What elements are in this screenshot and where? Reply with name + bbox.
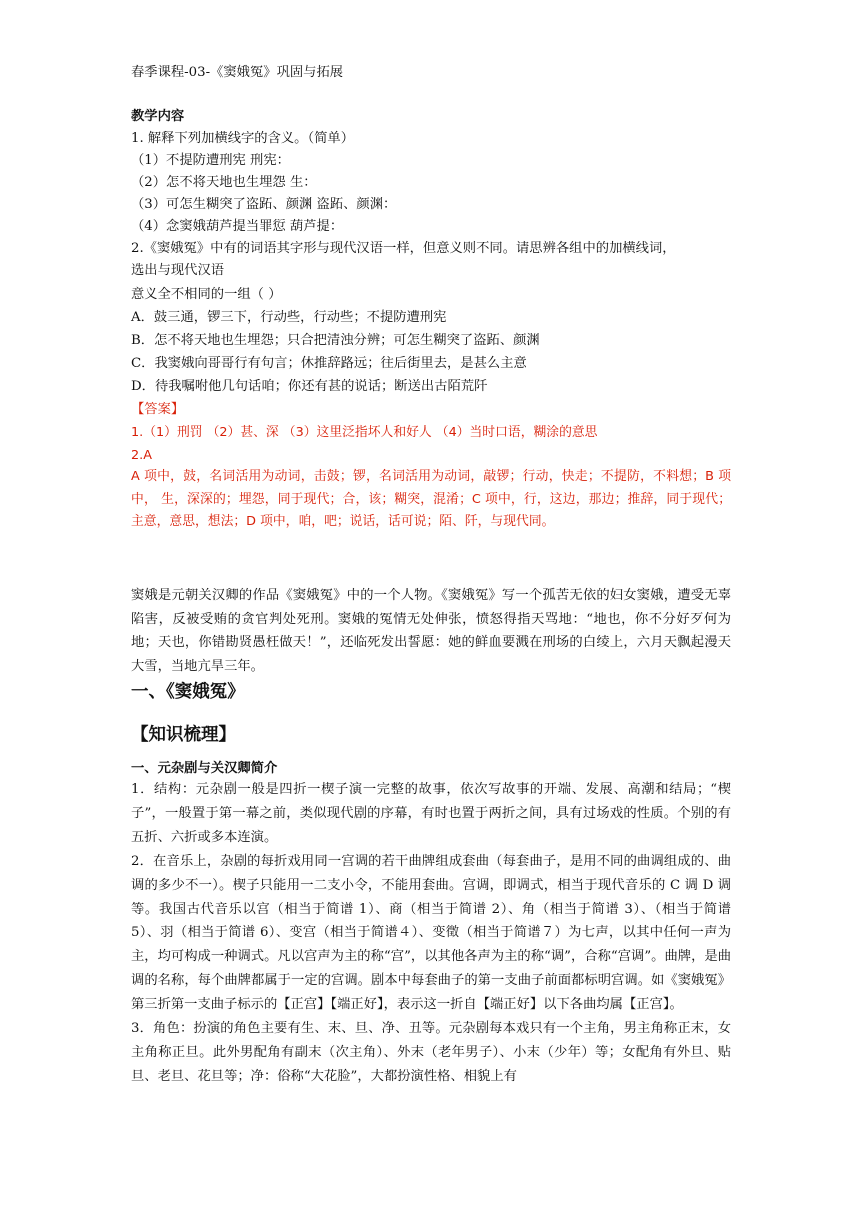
question-1: 1. 解释下列加横线字的含义。（简单） xyxy=(131,131,355,146)
intro-paragraph: 窦娥是元朝关汉卿的作品《窦娥冤》中的一个人物。《窦娥冤》写一个孤苦无依的妇女窦娥，遭受无辜陷害，反被受贿的贪官判处死刑。窦娥的冤情无处伸张，愤怒得指天骂地：“地也，你不分好歹何为地；天也，你错勘贤愚枉做天！”，还临死发出誓愿：她的鲜血要溅在刑场的白绫上，六月天飘起漫天大雪，当地亢旱三年。 xyxy=(131,588,731,674)
question-1-item: （4）念窦娥葫芦提当罪愆 葫芦提： xyxy=(131,219,344,234)
answer-line-2: 2.A xyxy=(131,448,152,463)
question-1-item: （1）不提防遭刑宪 刑宪： xyxy=(131,153,290,168)
answer-line-1: 1.（1）刑罚 （2）甚、深 （3）这里泛指坏人和好人 （4）当时口语，糊涂的意思 xyxy=(131,425,598,440)
option-d: D．待我嘱咐他几句话咱；你还有甚的说话；断送出古陌荒阡 xyxy=(131,379,488,394)
knowledge-paragraph-1: 1．结构：元杂剧一般是四折一楔子演一完整的故事，依次写故事的开端、发展、高潮和结局；“楔子”，一般置于第一幕之前，类似现代剧的序幕，有时也置于两折之间，具有过场戏的性质。个别的有五折、六折或多本连演。 xyxy=(131,782,731,845)
question-2-line: 2.《窦娥冤》中有的词语其字形与现代汉语一样，但意义则不同。请思辨各组中的加横线词， xyxy=(131,241,676,256)
knowledge-paragraph-2: 2．在音乐上，杂剧的每折戏用同一宫调的若干曲牌组成套曲（每套曲子，是用不同的曲调组成的、曲调的多少不一）。楔子只能用一二支小令，不能用套曲。宫调，即调式，相当于现代音乐的 C 调 D 调等。我国古代音乐以宫（相当于简谱 1）、商（相当于简谱 2）、角（相当于简谱 3）、（相当于简谱 5）、羽（相当于简谱 6）、变宫（相当于简谱４）、变徵（相当于简谱７）为七声，以其中任何一声为主，均可构成一种调式。凡以宫声为主的称“宫”，以其他各声为主的称“调”，合称“宫调”。曲牌，是曲调的名称，每个曲牌都属于一定的宫调。剧本中每套曲子的第一支曲子前面都标明宫调。如《窦娥冤》第三折第一支曲子标示的【正宫】【端正好】，表示这一折自【端正好】以下各曲均属【正宫】。 xyxy=(131,854,731,1012)
section-heading-teaching: 教学内容 xyxy=(131,109,185,124)
question-1-item: （3）可怎生糊突了盗跖、颜渊 盗跖、颜渊： xyxy=(131,197,397,212)
option-a: A．鼓三通，锣三下，行动些，行动些；不提防遭刑宪 xyxy=(131,310,447,325)
question-2-line: 意义全不相同的一组（ ） xyxy=(131,287,282,302)
section-title-1: 一、《窦娥冤》 xyxy=(131,682,245,702)
subsection-title: 一、元杂剧与关汉卿简介 xyxy=(131,761,278,776)
question-1-item: （2）怎不将天地也生埋怨 生： xyxy=(131,175,317,190)
option-b: B．怎不将天地也生埋怨；只合把清浊分辨；可怎生糊突了盗跖、颜渊 xyxy=(131,333,540,348)
document-title: 春季课程-03-《窦娥冤》巩固与拓展 xyxy=(131,65,344,80)
option-c: C．我窦娥向哥哥行有句言；休推辞路远；往后街里去，是甚么主意 xyxy=(131,356,527,371)
answer-label: 【答案】 xyxy=(131,402,185,417)
answer-explanation: A 项中，鼓，名词活用为动词，击鼓；锣，名词活用为动词，敲锣；行动，快走；不提防，不料想；B 项中， 生，深深的；埋怨，同于现代；合，该；糊突，混淆；C 项中，行，这边，那边；推辞，同于现代；主意，意思，想法；D 项中，咱，吧；说话，话可说；陌、阡，与现代同。 xyxy=(131,469,731,529)
knowledge-paragraph-3: 3．角色：扮演的角色主要有生、末、旦、净、丑等。元杂剧每本戏只有一个主角，男主角称正末，女主角称正旦。此外男配角有副末（次主角）、外末（老年男子）、小末（少年）等；女配角有外旦、贴旦、老旦、花旦等；净：俗称“大花脸”，大都扮演性格、相貌上有 xyxy=(131,1021,731,1084)
question-2-line: 选出与现代汉语 xyxy=(131,263,225,278)
knowledge-title: 【知识梳理】 xyxy=(131,725,236,745)
